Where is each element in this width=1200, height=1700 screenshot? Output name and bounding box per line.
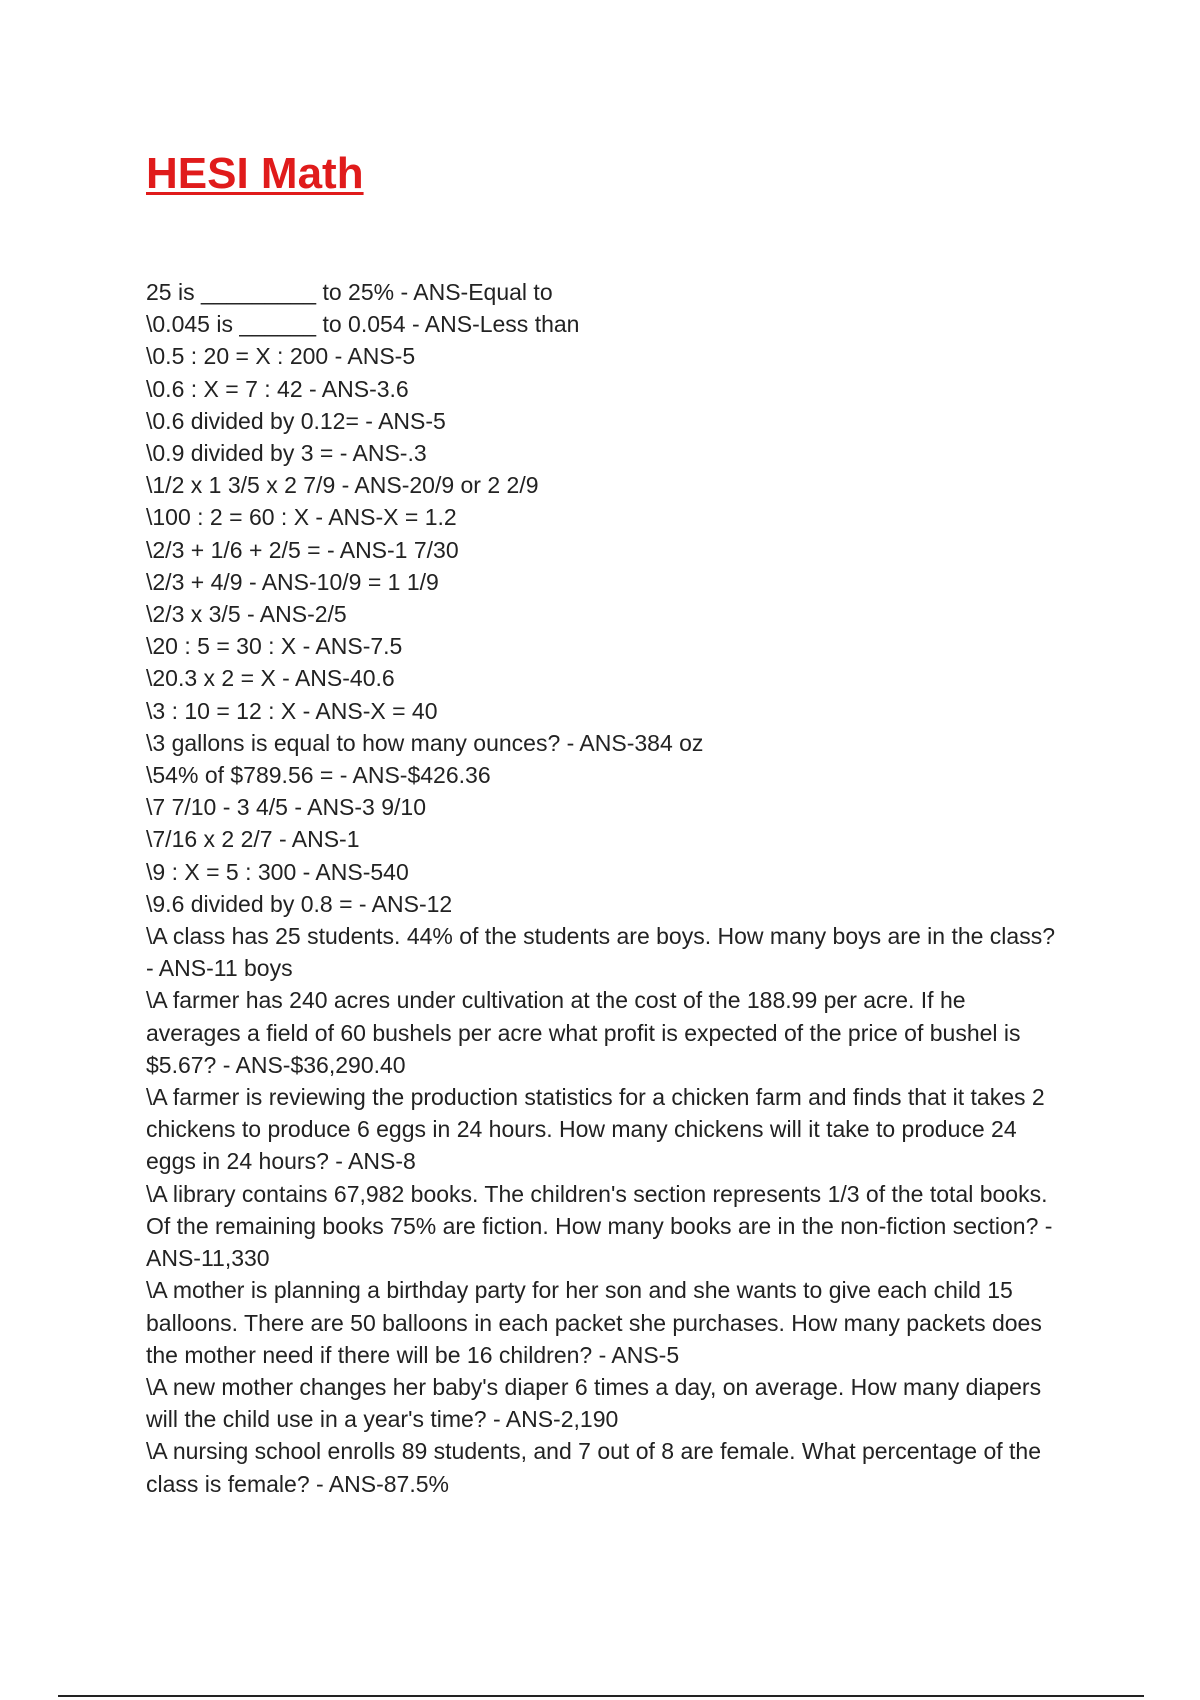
qa-item: \A farmer has 240 acres under cultivation at the cost of the 188.99 per acre. If he averages a field of 60 bushels per acre what profit is expected of the price of bushel is $5.67? - ANS-$36,290.40 [146,987,1021,1078]
qa-item: \9.6 divided by 0.8 = - ANS-12 [146,890,453,917]
qa-item: \2/3 x 3/5 - ANS-2/5 [146,601,347,628]
qa-item: \3 gallons is equal to how many ounces? - ANS-384 oz [146,729,704,756]
qa-item: \1/2 x 1 3/5 x 2 7/9 - ANS-20/9 or 2 2/9 [146,472,539,499]
qa-item: \9 : X = 5 : 300 - ANS-540 [146,858,409,885]
qa-item: \A library contains 67,982 books. The children's section represents 1/3 of the total books. Of the remaining books 75% are fiction. How many books are in the non-fiction section? - ANS-11,330 [146,1180,1053,1272]
qa-item: \7 7/10 - 3 4/5 - ANS-3 9/10 [146,794,426,821]
qa-item: \A farmer is reviewing the production statistics for a chicken farm and finds that it takes 2 chickens to produce 6 eggs in 24 hours. How many chickens will it take to produce 24 eggs in 24 hours? - ANS-8 [146,1084,1045,1175]
qa-item: \20 : 5 = 30 : X - ANS-7.5 [146,633,403,660]
qa-item: \A class has 25 students. 44% of the students are boys. How many boys are in the class? - ANS-11 boys [146,923,1055,982]
qa-item: \A mother is planning a birthday party for her son and she wants to give each child 15 balloons. There are 50 balloons in each packet she purchases. How many packets does the mother need if there will be 16 children? - ANS-5 [146,1277,1042,1368]
qa-item: 25 is _________ to 25% - ANS-Equal to [146,279,553,305]
qa-item: \2/3 + 1/6 + 2/5 = - ANS-1 7/30 [146,536,459,563]
qa-item: \0.9 divided by 3 = - ANS-.3 [146,440,427,467]
qa-item: \0.6 : X = 7 : 42 - ANS-3.6 [146,375,409,402]
qa-list [146,276,1066,1500]
qa-item: \7/16 x 2 2/7 - ANS-1 [146,826,360,853]
page-bottom-rule [58,1695,1144,1697]
qa-item: \20.3 x 2 = X - ANS-40.6 [146,665,395,692]
document-title: HESI Math [146,149,364,198]
qa-item: \A nursing school enrolls 89 students, and 7 out of 8 are female. What percentage of the class is female? - ANS-87.5% [146,1438,1042,1497]
qa-item: \100 : 2 = 60 : X - ANS-X = 1.2 [146,504,457,531]
qa-item: \3 : 10 = 12 : X - ANS-X = 40 [146,697,438,724]
qa-item: \0.045 is ______ to 0.054 - ANS-Less than [146,311,580,338]
qa-item: \0.5 : 20 = X : 200 - ANS-5 [146,343,416,370]
qa-item: \0.6 divided by 0.12= - ANS-5 [146,407,446,434]
qa-item: \2/3 + 4/9 - ANS-10/9 = 1 1/9 [146,568,439,595]
qa-item: \A new mother changes her baby's diaper 6 times a day, on average. How many diapers will the child use in a year's time? - ANS-2,190 [146,1373,1042,1433]
qa-item: \54% of $789.56 = - ANS-$426.36 [146,762,491,789]
